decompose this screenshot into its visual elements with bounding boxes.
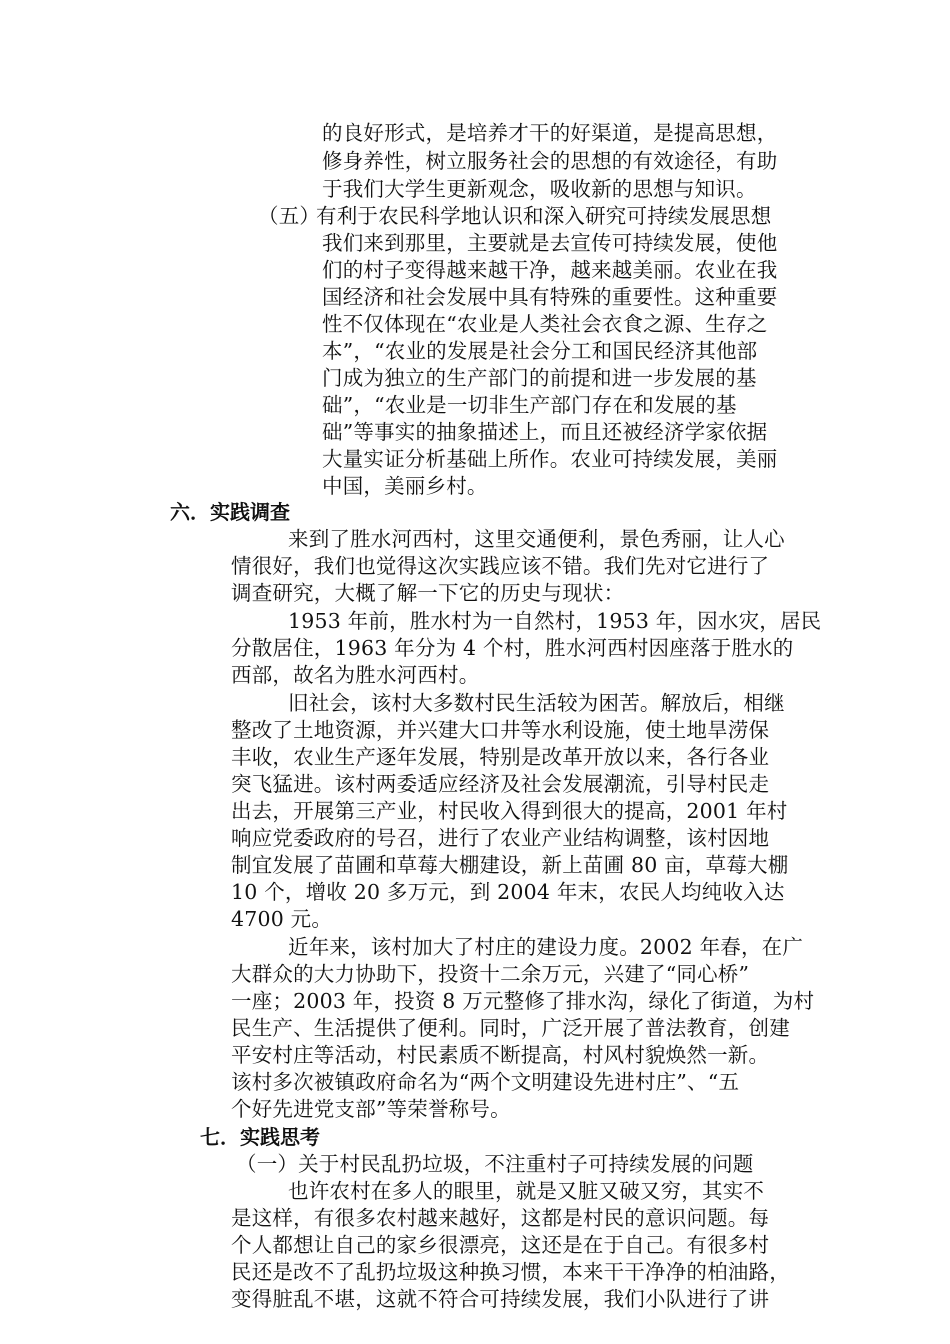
text-line: 分散居住，1963 年分为 4 个村，胜水河西村因座落于胜水的 (231, 636, 794, 660)
item-marker: （五） (258, 204, 321, 228)
text-line: 修身养性，树立服务社会的思想的有效途径，有助 (322, 149, 778, 173)
text-line: 该村多次被镇政府命名为“两个文明建设先进村庄”、“五 (231, 1070, 740, 1094)
text-line: 响应党委政府的号召，进行了农业产业结构调整，该村因地 (231, 826, 770, 850)
subsection-heading: （一）关于村民乱扔垃圾，不注重村子可持续发展的问题 (236, 1152, 754, 1176)
text-line: 大群众的大力协助下，投资十二余万元，兴建了“同心桥” (231, 962, 750, 986)
text-line: 一座；2003 年，投资 8 万元整修了排水沟，绿化了街道，为村 (231, 989, 815, 1013)
text-line: 西部，故名为胜水河西村。 (231, 663, 480, 687)
section-heading: 七．实践思考 (200, 1125, 320, 1149)
text-line: 突飞猛进。该村两委适应经济及社会发展潮流，引导村民走 (231, 772, 770, 796)
section-heading: 六．实践调查 (170, 500, 290, 524)
text-line: 个好先进党支部”等荣誉称号。 (231, 1097, 511, 1121)
text-line: 的良好形式，是培养才干的好渠道，是提高思想， (322, 121, 778, 145)
text-line: 出去，开展第三产业，村民收入得到很大的提高，2001 年村 (231, 799, 788, 823)
text-line: 情很好，我们也觉得这次实践应该不错。我们先对它进行了 (231, 554, 770, 578)
text-line: 个人都想让自己的家乡很漂亮，这还是在于自己。有很多村 (231, 1233, 770, 1257)
text-line: 近年来，该村加大了村庄的建设力度。2002 年春，在广 (288, 935, 804, 959)
text-line: 1953 年前，胜水村为一自然村，1953 年，因水灾，居民 (288, 609, 822, 633)
text-line: 也许农村在多人的眼里，就是又脏又破又穷，其实不 (288, 1179, 765, 1203)
text-line: 调查研究，大概了解一下它的历史与现状： (231, 581, 625, 605)
text-line: 中国，美丽乡村。 (322, 474, 488, 498)
text-line: 我们来到那里，主要就是去宣传可持续发展，使他 (322, 231, 778, 255)
text-line: 于我们大学生更新观念，吸收新的思想与知识。 (322, 177, 757, 201)
text-line: 民生产、生活提供了便利。同时，广泛开展了普法教育，创建 (231, 1016, 790, 1040)
text-line: 们的村子变得越来越干净，越来越美丽。农业在我 (322, 258, 778, 282)
item-title-line: 有利于农民科学地认识和深入研究可持续发展思想 (316, 204, 772, 228)
text-line: 整改了土地资源，并兴建大口井等水利设施，使土地旱涝保 (231, 718, 770, 742)
text-line: 制宜发展了苗圃和草莓大棚建设，新上苗圃 80 亩，草莓大棚 (231, 853, 789, 877)
text-line: 国经济和社会发展中具有特殊的重要性。这种重要 (322, 285, 778, 309)
text-line: 础”，“农业是一切非生产部门存在和发展的基 (322, 393, 737, 417)
text-line: 来到了胜水河西村，这里交通便利，景色秀丽，让人心 (288, 527, 785, 551)
text-line: 10 个，增收 20 多万元，到 2004 年末，农民人均纯收入达 (231, 880, 785, 904)
text-line: 丰收，农业生产逐年发展，特别是改革开放以来，各行各业 (231, 745, 770, 769)
text-line: 大量实证分析基础上所作。农业可持续发展，美丽 (322, 447, 778, 471)
text-line: 门成为独立的生产部门的前提和进一步发展的基 (322, 366, 757, 390)
text-line: 础”等事实的抽象描述上，而且还被经济学家依据 (322, 420, 768, 444)
text-line: 是这样，有很多农村越来越好，这都是村民的意识问题。每 (231, 1206, 770, 1230)
text-line: 变得脏乱不堪，这就不符合可持续发展，我们小队进行了讲 (231, 1287, 770, 1311)
text-line: 民还是改不了乱扔垃圾这种换习惯，本来干干净净的柏油路， (231, 1260, 790, 1284)
text-line: 性不仅体现在“农业是人类社会衣食之源、生存之 (322, 312, 768, 336)
text-line: 旧社会，该村大多数村民生活较为困苦。解放后，相继 (288, 691, 785, 715)
text-line: 本”，“农业的发展是社会分工和国民经济其他部 (322, 339, 758, 363)
text-line: 4700 元。 (231, 907, 333, 931)
text-line: 平安村庄等活动，村民素质不断提高，村风村貌焕然一新。 (231, 1043, 770, 1067)
